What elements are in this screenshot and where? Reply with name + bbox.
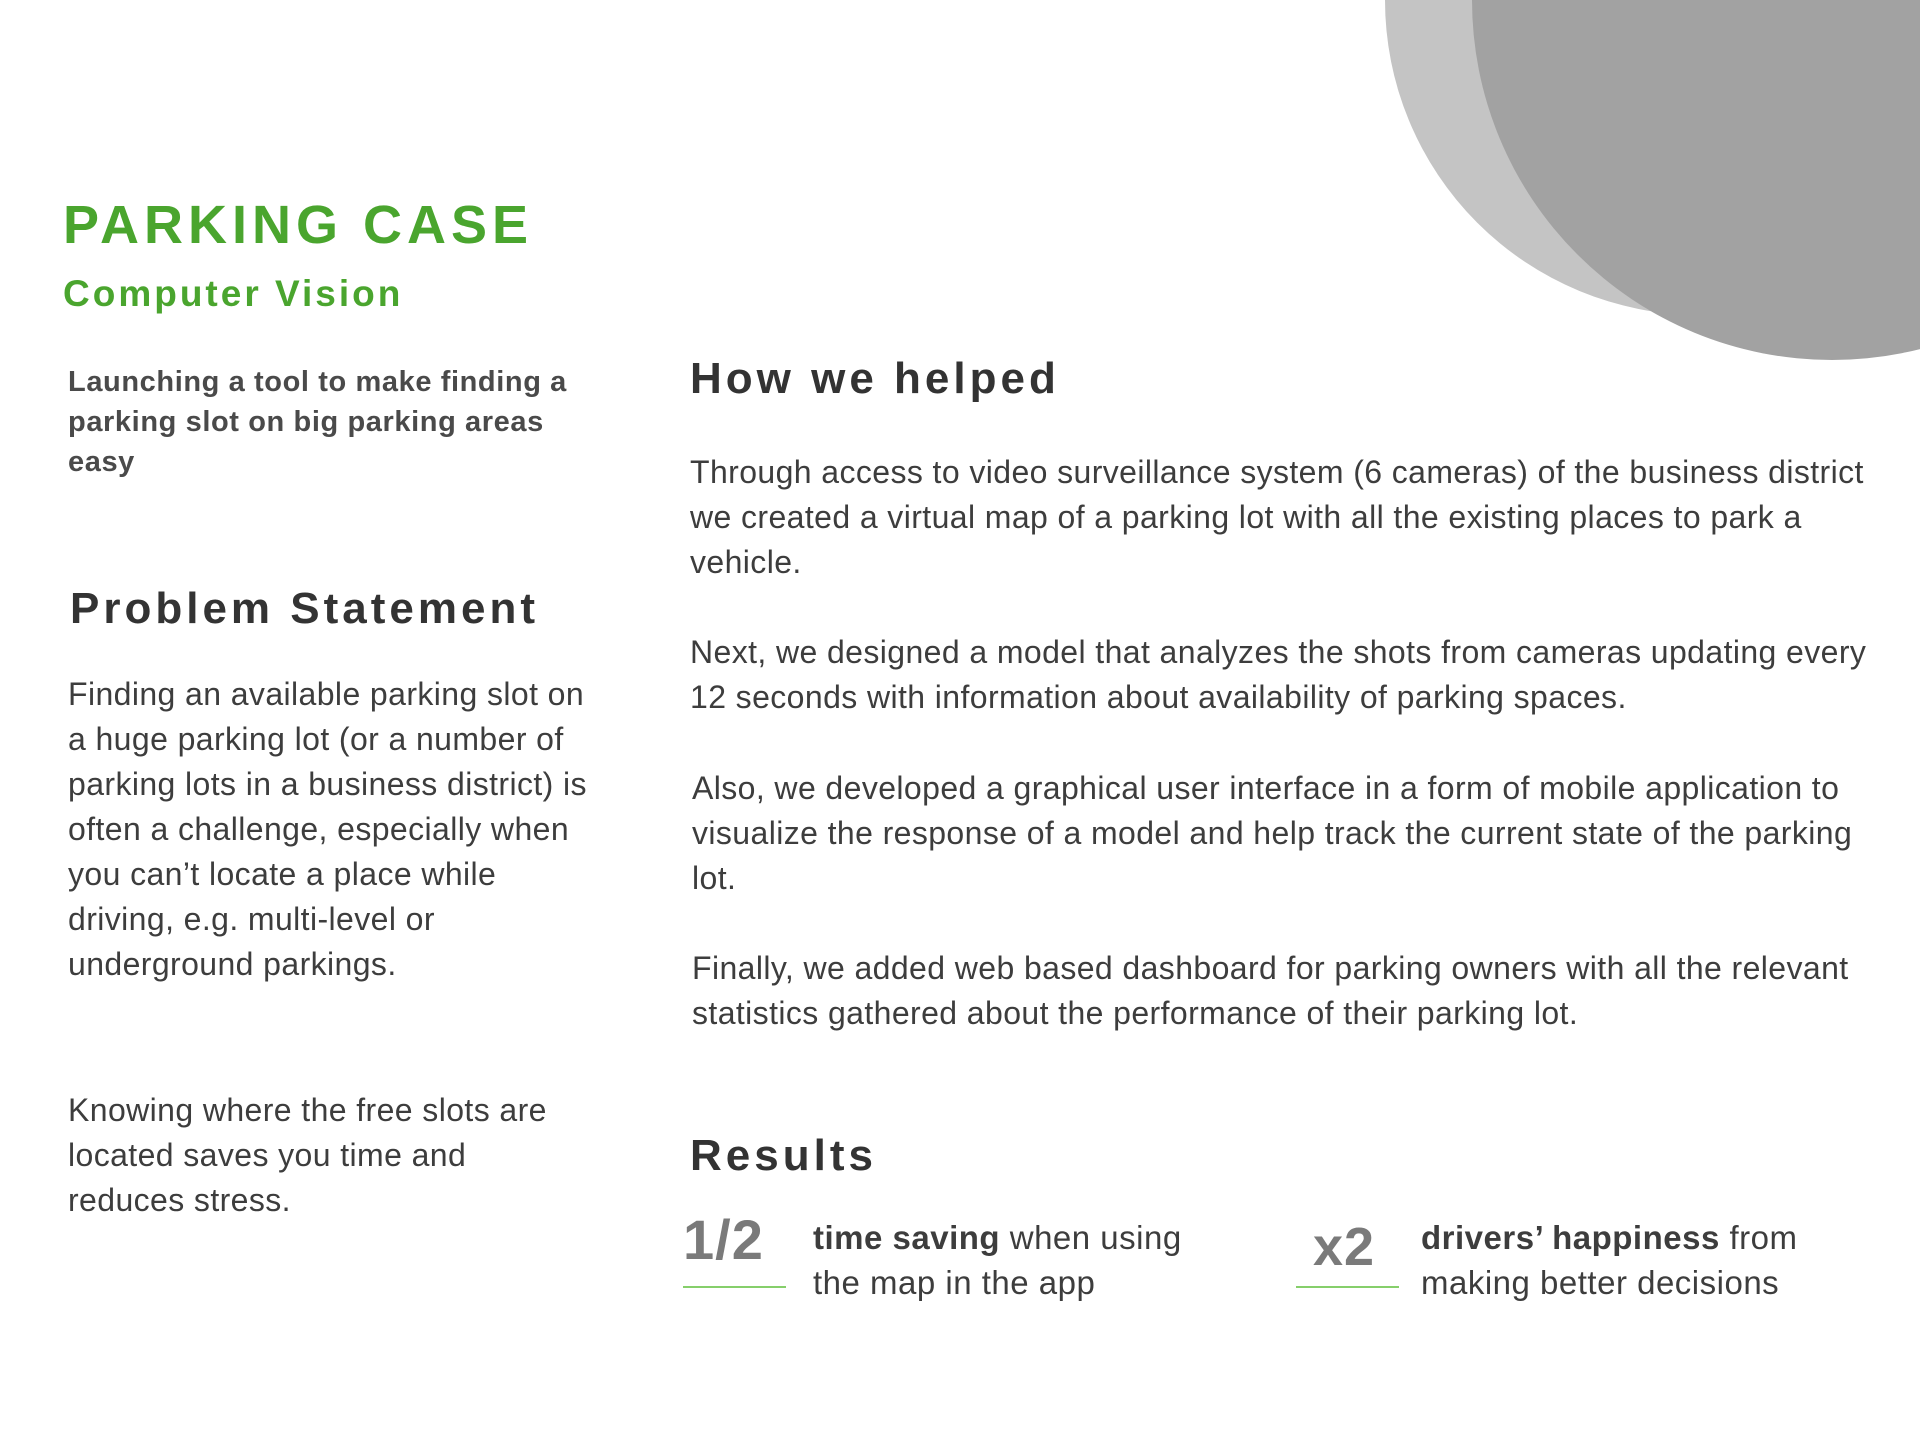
result-underline (683, 1286, 786, 1288)
problem-paragraph: Knowing where the free slots are located saves you time and reduces stress. (68, 1092, 547, 1218)
how-we-helped-paragraph: Next, we designed a model that analyzes the shots from cameras updating every 12 seconds with information about availability of parking spaces. (690, 634, 1867, 715)
page-title: PARKING CASE (63, 195, 534, 255)
result-text-line1: when using (1009, 1219, 1182, 1256)
how-we-helped-paragraph: Finally, we added web based dashboard for parking owners with all the relevant statistics gathered about the performance of their parking lot. (692, 950, 1849, 1031)
result-highlight: time saving (813, 1219, 1001, 1256)
problem-statement-heading: Problem Statement (70, 584, 539, 633)
result-highlight: drivers’ happiness (1421, 1219, 1720, 1256)
dark-gray-circle (1472, 0, 1920, 360)
how-we-helped-paragraph: Also, we developed a graphical user interface in a form of mobile application to visualize the response of a model and help track the current state of the parking lot. (692, 770, 1853, 896)
how-we-helped-paragraph: Through access to video surveillance system (6 cameras) of the business district we created a virtual map of a parking lot with all the existing places to park a vehicle. (690, 454, 1864, 580)
result-underline (1296, 1286, 1399, 1288)
result-description-time (813, 1215, 1182, 1305)
result-value-time: 1/2 (683, 1208, 764, 1271)
result-text-line1: from (1729, 1219, 1798, 1256)
how-we-helped-heading: How we helped (690, 354, 1060, 403)
page-subtitle: Computer Vision (63, 273, 404, 314)
result-text-line2: the map in the app (813, 1264, 1096, 1301)
tagline: Launching a tool to make finding a parking slot on big parking areas easy (68, 366, 567, 478)
result-text-line2: making better decisions (1421, 1264, 1780, 1301)
decorative-circles (1300, 0, 1920, 380)
result-description-happiness (1421, 1215, 1797, 1305)
results-heading: Results (690, 1131, 877, 1180)
result-value-happiness: x2 (1313, 1217, 1376, 1277)
problem-paragraph: Finding an available parking slot on a huge parking lot (or a number of parking lots in a business district) is often a challenge, especially when you can’t locate a place while driving, e.g. multi-level or underground parkings. (68, 676, 587, 982)
